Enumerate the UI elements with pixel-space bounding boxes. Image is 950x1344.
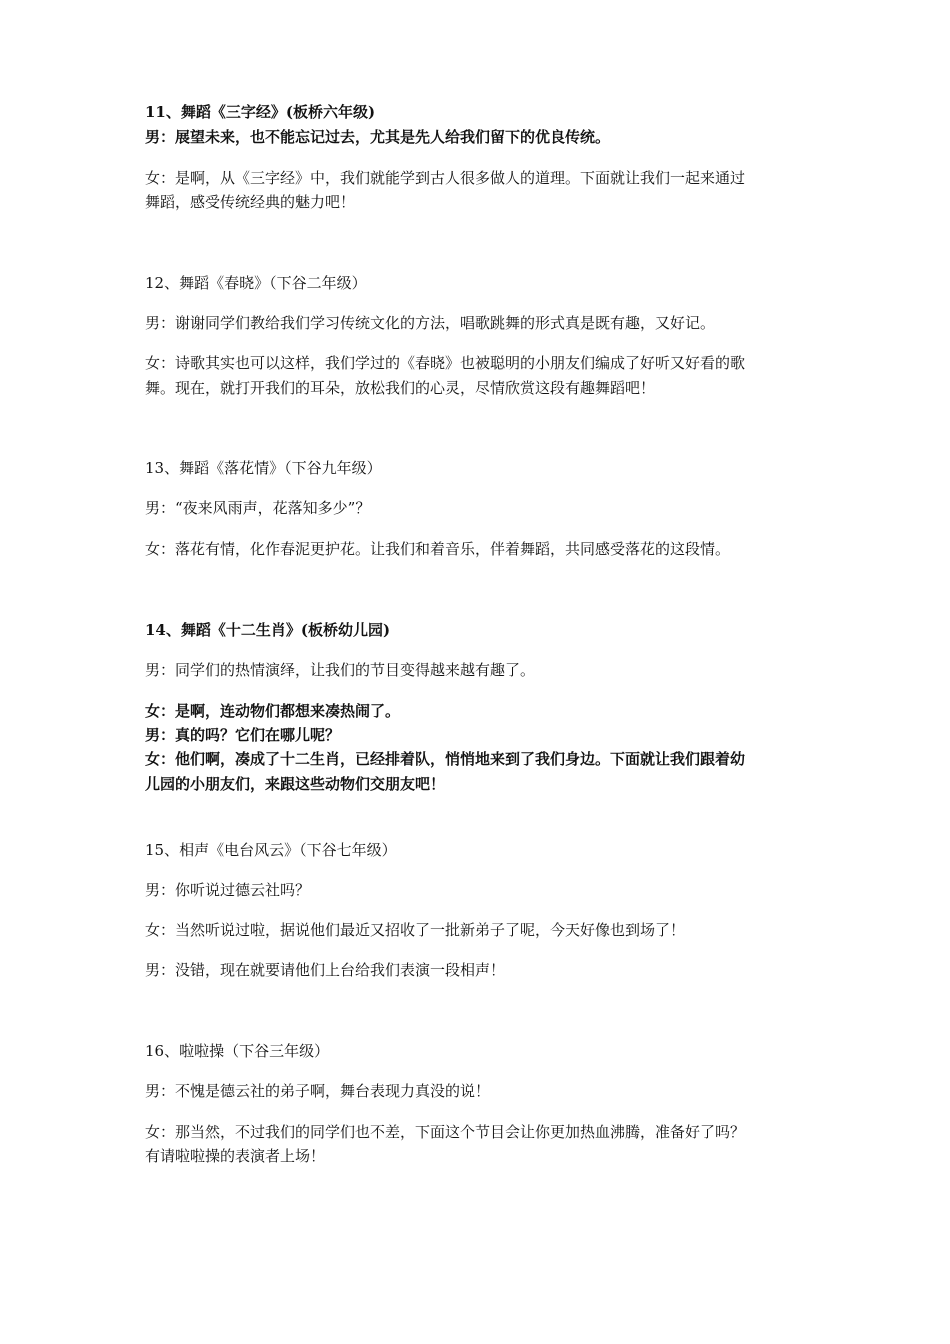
dialogue-line: 舞蹈，感受传统经典的魅力吧！ xyxy=(145,193,356,211)
dialogue-line: 男：同学们的热情演绎，让我们的节目变得越来越有趣了。 xyxy=(145,661,536,679)
dialogue-line: 女：诗歌其实也可以这样，我们学过的《春晓》也被聪明的小朋友们编成了好听又好看的歌 xyxy=(145,354,746,372)
section-16-heading: 16、啦啦操（下谷三年级） xyxy=(145,1042,330,1060)
dialogue-line: 女：那当然，不过我们的同学们也不差，下面这个节目会让你更加热血沸腾，准备好了吗？ xyxy=(145,1123,746,1141)
dialogue-line: 女：是啊，从《三字经》中，我们就能学到古人很多做人的道理。下面就让我们一起来通过 xyxy=(145,169,746,187)
dialogue-line: 儿园的小朋友们，来跟这些动物们交朋友吧！ xyxy=(145,775,446,793)
dialogue-line: 女：当然听说过啦，据说他们最近又招收了一批新弟子了呢，今天好像也到场了！ xyxy=(145,921,686,939)
section-15-heading: 15、相声《电台风云》（下谷七年级） xyxy=(145,841,397,859)
dialogue-line: 男：不愧是德云社的弟子啊，舞台表现力真没的说！ xyxy=(145,1082,491,1100)
dialogue-line: 男：你听说过德云社吗？ xyxy=(145,881,311,899)
dialogue-line: 男：谢谢同学们教给我们学习传统文化的方法，唱歌跳舞的形式真是既有趣，又好记。 xyxy=(145,314,716,332)
dialogue-line: 女：落花有情，化作春泥更护花。让我们和着音乐，伴着舞蹈，共同感受落花的这段情。 xyxy=(145,540,731,558)
dialogue-line: 男：真的吗？它们在哪儿呢？ xyxy=(145,726,341,744)
dialogue-line: 女：他们啊，凑成了十二生肖，已经排着队，悄悄地来到了我们身边。下面就让我们跟着幼 xyxy=(145,750,746,768)
dialogue-line: 女：是啊，连动物们都想来凑热闹了。 xyxy=(145,702,401,720)
dialogue-line: 有请啦啦操的表演者上场！ xyxy=(145,1147,326,1165)
dialogue-line: 舞。现在，就打开我们的耳朵，放松我们的心灵，尽情欣赏这段有趣舞蹈吧！ xyxy=(145,379,656,397)
dialogue-line: 男：展望未来，也不能忘记过去，尤其是先人给我们留下的优良传统。 xyxy=(145,128,611,146)
section-11-heading: 11、舞蹈《三字经》(板桥六年级) xyxy=(145,103,376,121)
dialogue-line: 男：“夜来风雨声，花落知多少”？ xyxy=(145,499,371,517)
section-13-heading: 13、舞蹈《落花情》（下谷九年级） xyxy=(145,459,382,477)
section-12-heading: 12、舞蹈《春晓》（下谷二年级） xyxy=(145,274,367,292)
dialogue-line: 男：没错，现在就要请他们上台给我们表演一段相声！ xyxy=(145,961,506,979)
section-14-heading: 14、舞蹈《十二生肖》(板桥幼儿园) xyxy=(145,621,391,639)
